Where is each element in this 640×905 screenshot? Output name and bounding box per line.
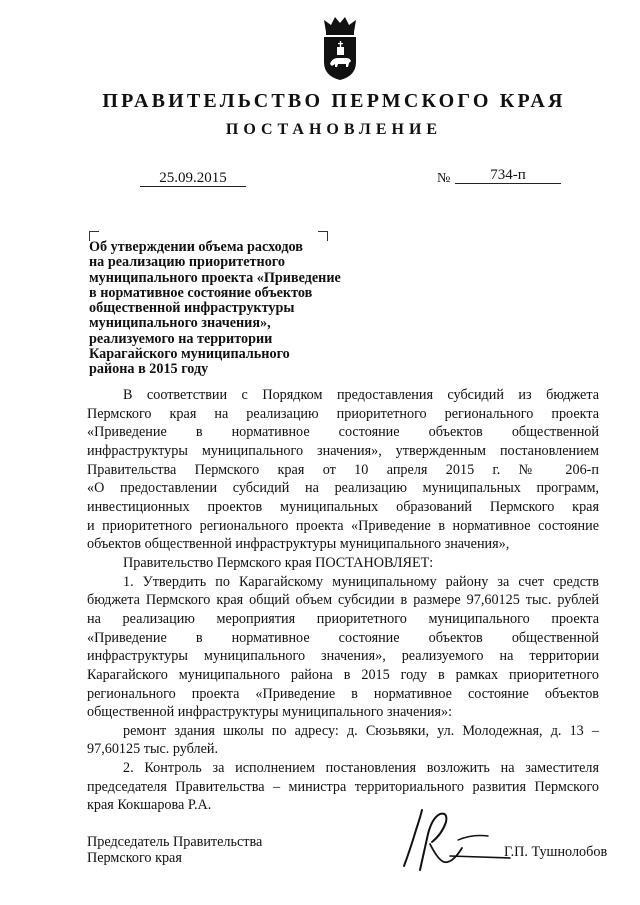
- body-line: председателя Правительства – министра территориального развития Пермского: [87, 778, 599, 795]
- body-line: края Кокшарова Р.А.: [87, 797, 212, 814]
- body-line: В соответствии с Порядком предоставления субсидий из бюджета: [123, 387, 599, 403]
- body-line: объектов общественной инфраструктуры муниципального значения»,: [87, 536, 510, 553]
- body-line: «Приведение в нормативное состояние объектов общественной: [87, 629, 599, 646]
- body-line: инфраструктуры муниципального значения», утвержденным постановлением: [87, 442, 599, 459]
- subject-line: Карагайского муниципального: [89, 346, 290, 363]
- body-line: 97,60125 тыс. рублей.: [87, 741, 219, 758]
- subject-line: в нормативное состояние объектов: [89, 284, 313, 301]
- body-line: «О предоставлении субсидий на реализацию муниципальных программ,: [87, 480, 599, 497]
- handwritten-signature: [392, 800, 532, 880]
- subject-line: Об утверждении объема расходов: [89, 239, 303, 255]
- subject-line: реализуемого на территории: [89, 330, 273, 347]
- coat-of-arms-icon: [318, 14, 362, 82]
- subject-line: муниципального проекта «Приведение: [89, 269, 341, 286]
- body-line: на реализацию мероприятия приоритетного муниципального проекта: [87, 610, 599, 627]
- body-line: «Приведение в нормативное состояние объектов общественной: [87, 424, 599, 441]
- body-line: ремонт здания школы по адресу: д. Сюзьвяки, ул. Молодежная, д. 13 –: [123, 722, 599, 739]
- body-line: 1. Утвердить по Карагайскому муниципальному району за счет средств: [123, 573, 599, 590]
- document-type: ПОСТАНОВЛЕНИЕ: [225, 121, 443, 138]
- government-title: ПРАВИТЕЛЬСТВО ПЕРМСКОГО КРАЯ: [102, 90, 566, 112]
- body-line: Правительство Пермского края ПОСТАНОВЛЯЕТ:: [123, 554, 434, 571]
- signatory-position: [87, 835, 262, 866]
- body-line: 2. Контроль за исполнением постановления возложить на заместителя: [123, 760, 599, 777]
- body-line: инфраструктуры муниципального значения», реализуемого на территории: [87, 648, 599, 665]
- document-date: 25.09.2015: [159, 170, 227, 186]
- body-line: бюджета Пермского края общий объем субсидии в размере 97,60125 тыс. рублей: [87, 592, 599, 609]
- subject-line: района в 2015 году: [89, 361, 209, 378]
- number-sign: №: [437, 171, 451, 186]
- subject-line: на реализацию приоритетного: [89, 254, 285, 271]
- body-line: Пермского края на реализацию приоритетного регионального проекта: [87, 405, 599, 422]
- body-line: Правительства Пермского края от 10 апреля 2015 г. № 206-п: [87, 461, 599, 478]
- body-line: Карагайского муниципального района в 2015 году в рамках приоритетного: [87, 666, 599, 683]
- document-subject: [89, 240, 339, 378]
- body-line: общественной инфраструктуры муниципального значения»:: [87, 704, 453, 721]
- signatory-position-line: Председатель Правительства: [87, 834, 263, 850]
- number-underline: [455, 183, 561, 184]
- date-underline: [140, 186, 246, 187]
- body-line: инвестиционных проектов муниципальных образований Пермского края: [87, 498, 599, 515]
- body-line: регионального проекта «Приведение в нормативное состояние объектов: [87, 685, 599, 702]
- subject-line: общественной инфраструктуры: [89, 300, 295, 317]
- body-line: и приоритетного регионального проекта «Приведение в нормативное состояние: [87, 517, 599, 534]
- document-number: 734-п: [490, 167, 526, 183]
- signatory-position-line: Пермского края: [87, 849, 182, 866]
- document-body: [87, 386, 599, 815]
- subject-line: муниципального значения»,: [89, 315, 271, 332]
- signatory-name: Г.П. Тушнолобов: [504, 844, 608, 860]
